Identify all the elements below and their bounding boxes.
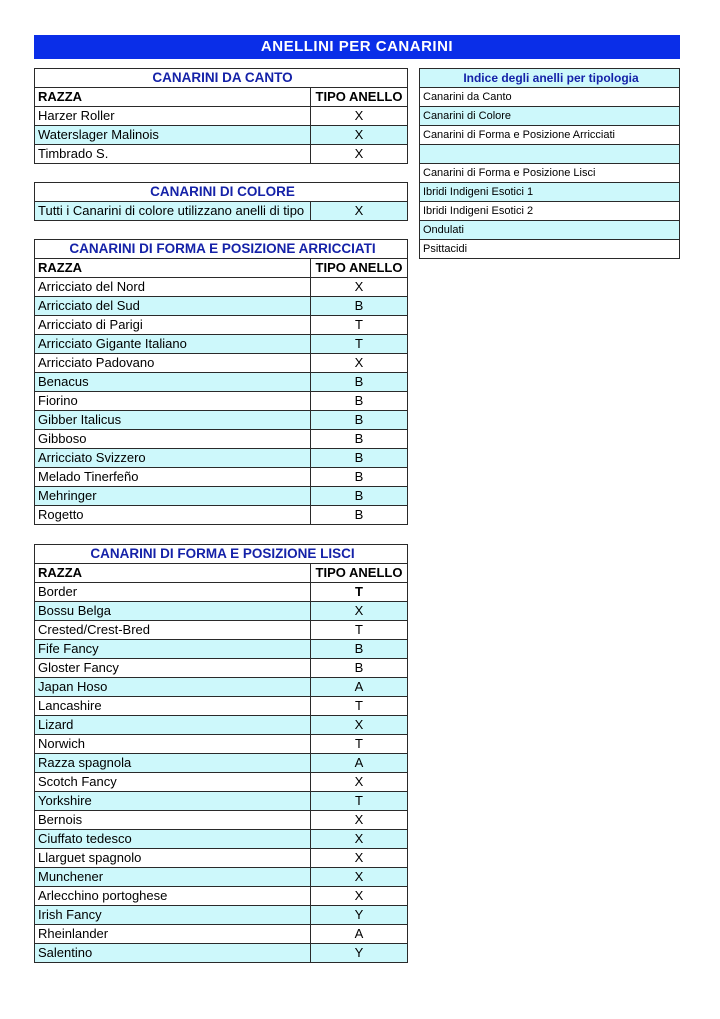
razza-cell: Bernois [35, 811, 311, 830]
razza-cell: Arricciato Gigante Italiano [35, 335, 311, 354]
index-item [420, 202, 680, 221]
razza-cell: Munchener [35, 868, 311, 887]
razza-cell: Harzer Roller [35, 107, 311, 126]
canto-col-razza: RAZZA [35, 88, 311, 107]
razza-cell: Fiorino [35, 392, 311, 411]
razza-cell: Gloster Fancy [35, 659, 311, 678]
table-row [35, 735, 408, 754]
index-item-label: Ibridi Indigeni Esotici 1 [420, 183, 680, 202]
tipo-anello-cell: A [311, 678, 408, 697]
razza-cell: Razza spagnola [35, 754, 311, 773]
tipo-anello-cell: X [311, 773, 408, 792]
tipo-anello-cell: X [311, 849, 408, 868]
tipo-anello-cell: T [311, 335, 408, 354]
tipo-anello-cell: X [311, 354, 408, 373]
canto-rows [35, 107, 408, 164]
arricciati-rows [35, 278, 408, 525]
table-row [35, 297, 408, 316]
arricciati-title: CANARINI DI FORMA E POSIZIONE ARRICCIATI [35, 240, 408, 259]
table-row [35, 335, 408, 354]
tipo-anello-cell: T [311, 621, 408, 640]
table-row [35, 906, 408, 925]
table-row [35, 583, 408, 602]
table-row [35, 278, 408, 297]
tipo-anello-cell: B [311, 640, 408, 659]
index-item [420, 107, 680, 126]
lisci-table [34, 544, 408, 963]
table-row [35, 487, 408, 506]
lisci-col-tipo: TIPO ANELLO [311, 564, 408, 583]
table-row [35, 849, 408, 868]
tipo-anello-cell: B [311, 430, 408, 449]
table-row [35, 411, 408, 430]
arricciati-col-razza: RAZZA [35, 259, 311, 278]
tipo-anello-cell: Y [311, 906, 408, 925]
razza-cell: Lizard [35, 716, 311, 735]
tipo-anello-cell: B [311, 297, 408, 316]
razza-cell: Japan Hoso [35, 678, 311, 697]
colore-table [34, 182, 408, 221]
razza-cell: Rheinlander [35, 925, 311, 944]
table-row [35, 316, 408, 335]
tipo-anello-cell: T [311, 316, 408, 335]
razza-cell: Norwich [35, 735, 311, 754]
tipo-anello-cell: X [311, 278, 408, 297]
index-item-label: Ibridi Indigeni Esotici 2 [420, 202, 680, 221]
razza-cell: Scotch Fancy [35, 773, 311, 792]
tipo-anello-cell: X [311, 887, 408, 906]
table-row [35, 354, 408, 373]
tipo-anello-cell: X [311, 602, 408, 621]
table-row [35, 468, 408, 487]
tipo-anello-cell: X [311, 868, 408, 887]
tipo-anello-cell: A [311, 754, 408, 773]
razza-cell: Arricciato del Nord [35, 278, 311, 297]
table-row [35, 506, 408, 525]
canto-table [34, 68, 408, 164]
table-row [35, 621, 408, 640]
table-row [35, 145, 408, 164]
index-item-label: Psittacidi [420, 240, 680, 259]
table-row [35, 449, 408, 468]
index-item-label: Canarini di Colore [420, 107, 680, 126]
page-title: ANELLINI PER CANARINI [34, 35, 680, 59]
tipo-anello-cell: B [311, 373, 408, 392]
razza-cell: Arricciato del Sud [35, 297, 311, 316]
razza-cell: Yorkshire [35, 792, 311, 811]
index-item [420, 240, 680, 259]
table-row [35, 792, 408, 811]
tipo-anello-cell: Y [311, 944, 408, 963]
razza-cell: Timbrado S. [35, 145, 311, 164]
tipo-anello-cell: T [311, 792, 408, 811]
tipo-anello-cell: X [311, 145, 408, 164]
tipo-anello-cell: B [311, 392, 408, 411]
colore-tipo: X [311, 202, 408, 221]
razza-cell: Melado Tinerfeño [35, 468, 311, 487]
table-row [35, 830, 408, 849]
tipo-anello-cell: B [311, 468, 408, 487]
table-row [35, 773, 408, 792]
index-item-label: Canarini di Forma e Posizione Lisci [420, 164, 680, 183]
tipo-anello-cell: B [311, 506, 408, 525]
razza-cell: Gibboso [35, 430, 311, 449]
arricciati-col-tipo: TIPO ANELLO [311, 259, 408, 278]
table-row [35, 602, 408, 621]
tipo-anello-cell: T [311, 697, 408, 716]
table-row [35, 126, 408, 145]
razza-cell: Lancashire [35, 697, 311, 716]
table-row [35, 659, 408, 678]
tipo-anello-cell: X [311, 107, 408, 126]
tipo-anello-cell: T [311, 583, 408, 602]
colore-text: Tutti i Canarini di colore utilizzano anelli di tipo [35, 202, 311, 221]
razza-cell: Llarguet spagnolo [35, 849, 311, 868]
razza-cell: Gibber Italicus [35, 411, 311, 430]
canto-title: CANARINI DA CANTO [35, 69, 408, 88]
tipo-anello-cell: X [311, 830, 408, 849]
table-row [35, 868, 408, 887]
index-item-label: Canarini da Canto [420, 88, 680, 107]
razza-cell: Benacus [35, 373, 311, 392]
table-row [35, 811, 408, 830]
razza-cell: Salentino [35, 944, 311, 963]
index-item-label: Ondulati [420, 221, 680, 240]
arricciati-table [34, 239, 408, 525]
table-row [35, 373, 408, 392]
tipo-anello-cell: X [311, 126, 408, 145]
tipo-anello-cell: B [311, 449, 408, 468]
tipo-anello-cell: X [311, 811, 408, 830]
razza-cell: Arricciato di Parigi [35, 316, 311, 335]
table-row [35, 754, 408, 773]
razza-cell: Crested/Crest-Bred [35, 621, 311, 640]
index-item [420, 126, 680, 145]
table-row [35, 107, 408, 126]
tipo-anello-cell: B [311, 487, 408, 506]
index-title: Indice degli anelli per tipologia [420, 69, 680, 88]
tipo-anello-cell: A [311, 925, 408, 944]
table-row [35, 925, 408, 944]
tipo-anello-cell: X [311, 716, 408, 735]
index-table [419, 68, 680, 259]
razza-cell: Waterslager Malinois [35, 126, 311, 145]
colore-title: CANARINI DI COLORE [35, 183, 408, 202]
table-row [35, 430, 408, 449]
index-item [420, 183, 680, 202]
table-row [35, 716, 408, 735]
razza-cell: Arlecchino portoghese [35, 887, 311, 906]
table-row [35, 640, 408, 659]
table-row [35, 678, 408, 697]
razza-cell: Border [35, 583, 311, 602]
razza-cell: Irish Fancy [35, 906, 311, 925]
razza-cell: Fife Fancy [35, 640, 311, 659]
tipo-anello-cell: B [311, 659, 408, 678]
razza-cell: Ciuffato tedesco [35, 830, 311, 849]
index-item-label [420, 145, 680, 164]
razza-cell: Arricciato Svizzero [35, 449, 311, 468]
lisci-col-razza: RAZZA [35, 564, 311, 583]
lisci-title: CANARINI DI FORMA E POSIZIONE LISCI [35, 545, 408, 564]
table-row [35, 944, 408, 963]
razza-cell: Mehringer [35, 487, 311, 506]
index-item [420, 88, 680, 107]
tipo-anello-cell: B [311, 411, 408, 430]
table-row [35, 887, 408, 906]
razza-cell: Bossu Belga [35, 602, 311, 621]
tipo-anello-cell: T [311, 735, 408, 754]
index-item [420, 164, 680, 183]
lisci-rows [35, 583, 408, 963]
razza-cell: Arricciato Padovano [35, 354, 311, 373]
index-item [420, 145, 680, 164]
index-item-label: Canarini di Forma e Posizione Arricciati [420, 126, 680, 145]
razza-cell: Rogetto [35, 506, 311, 525]
index-item [420, 221, 680, 240]
canto-col-tipo: TIPO ANELLO [311, 88, 408, 107]
table-row [35, 392, 408, 411]
table-row [35, 697, 408, 716]
